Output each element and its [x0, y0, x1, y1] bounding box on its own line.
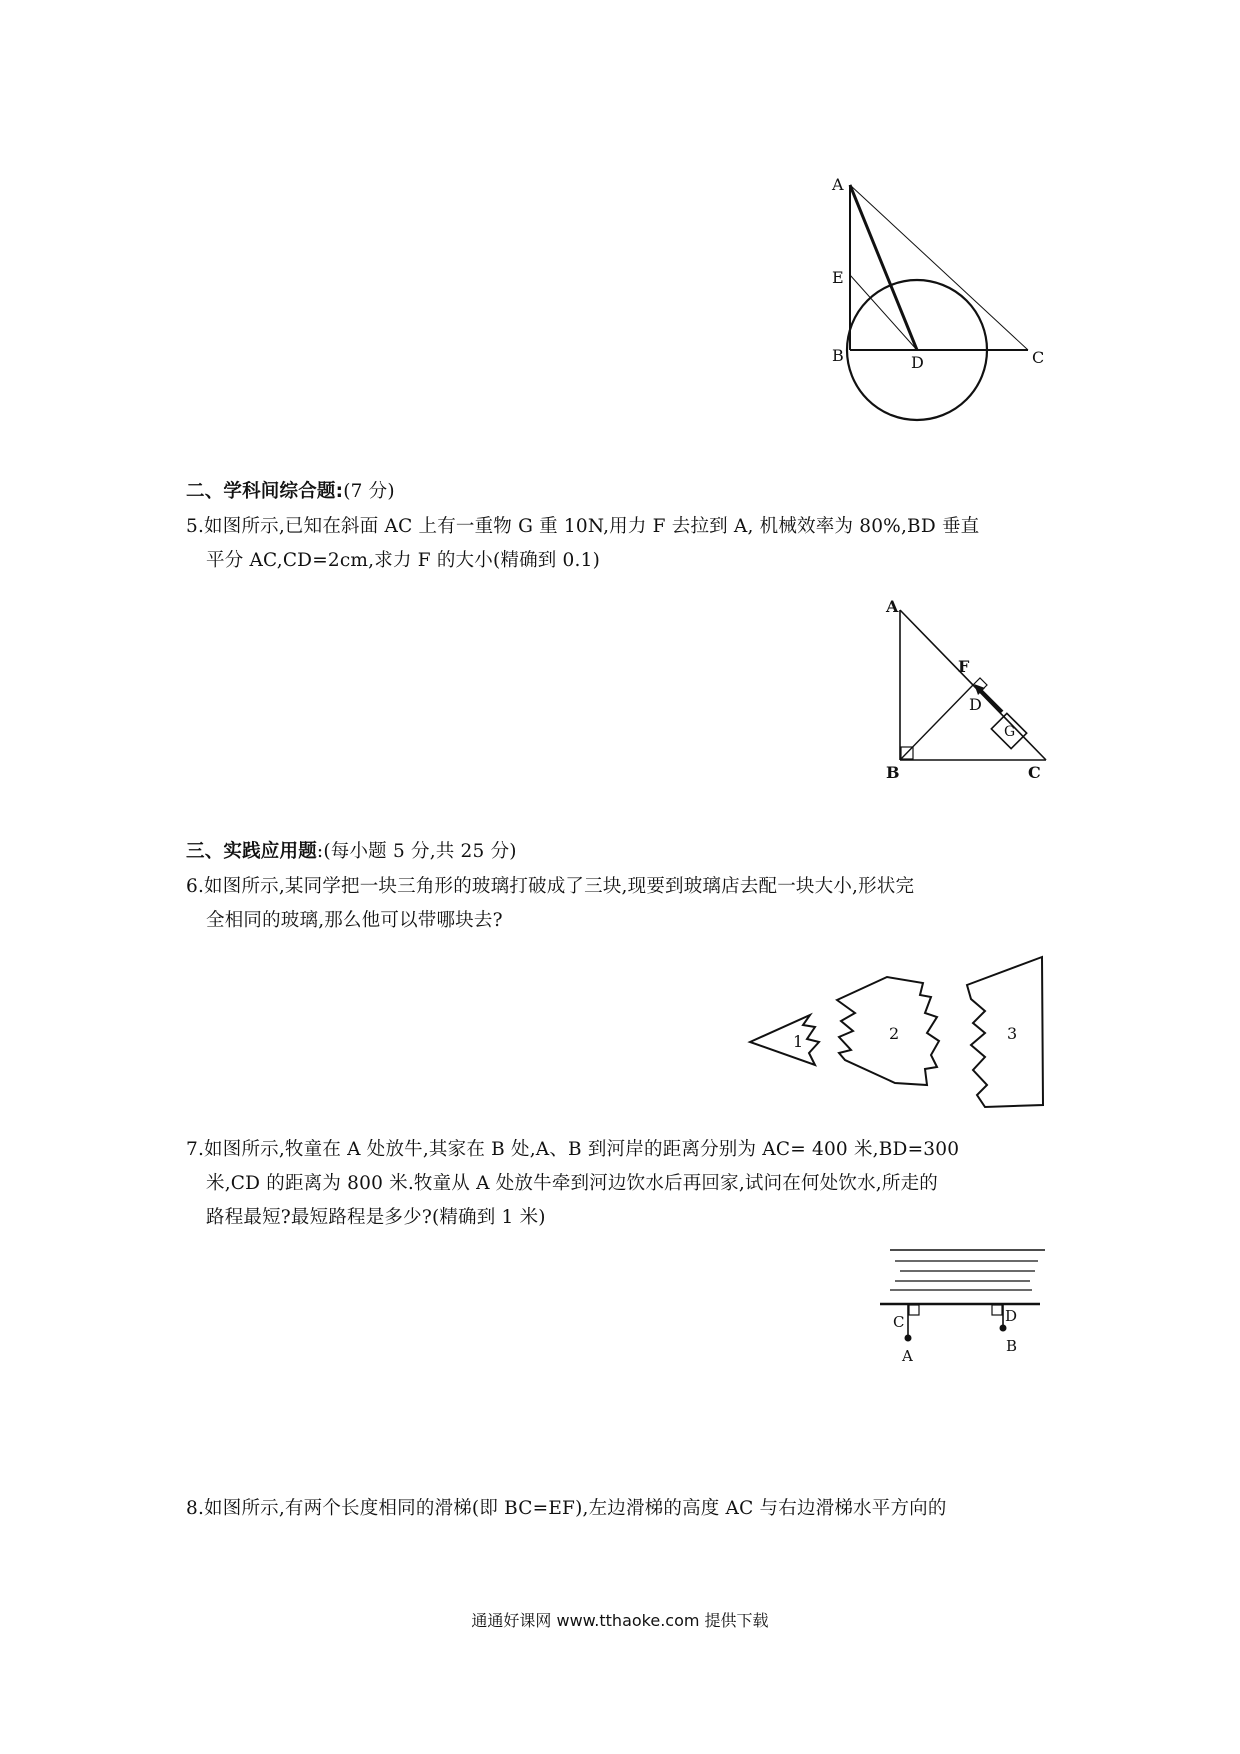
question-7-line-2: 米,CD 的距离为 800 米.牧童从 A 处放牛牵到河边饮水后再回家,试问在何处饮水,所走的	[206, 1173, 938, 1194]
label-g: G	[1004, 724, 1016, 740]
label-a: A	[902, 1347, 913, 1365]
question-5-line-1: 5.如图所示,已知在斜面 AC 上有一重物 G 重 10N,用力 F 去拉到 A, 机械效率为 80%,BD 垂直	[186, 516, 980, 537]
label-b: B	[886, 763, 900, 782]
glass-piece-2	[837, 977, 939, 1085]
label-a: A	[886, 597, 899, 616]
broken-glass-figure	[745, 955, 1055, 1115]
circle-tangent-figure	[820, 165, 1060, 430]
question-6-line-2: 全相同的玻璃,那么他可以带哪块去?	[206, 910, 503, 931]
piece-2-label: 2	[889, 1024, 900, 1043]
label-c: C	[1032, 348, 1045, 367]
label-a: A	[832, 175, 844, 194]
section-3-heading	[186, 837, 517, 867]
piece-3-label: 3	[1007, 1024, 1018, 1043]
glass-piece-3	[967, 957, 1043, 1107]
question-8-line-1: 8.如图所示,有两个长度相同的滑梯(即 BC=EF),左边滑梯的高度 AC 与右边滑梯水平方向的	[186, 1498, 947, 1519]
label-c: C	[893, 1313, 905, 1331]
label-d: D	[1005, 1307, 1018, 1325]
river-figure	[870, 1245, 1050, 1375]
label-d: D	[969, 695, 982, 714]
section-2-score: (7 分)	[343, 481, 395, 502]
question-7-line-1: 7.如图所示,牧童在 A 处放牛,其家在 B 处,A、B 到河岸的距离分别为 AC= 400 米,BD=300	[186, 1139, 960, 1160]
section-3-score: :(每小题 5 分,共 25 分)	[316, 841, 517, 862]
label-b: B	[1006, 1337, 1018, 1355]
label-e: E	[832, 268, 844, 287]
label-b: B	[832, 346, 844, 365]
page-footer: 通通好课网 www.tthaoke.com 提供下载	[471, 1611, 769, 1630]
label-f: F	[958, 657, 970, 676]
label-c: C	[1028, 763, 1041, 782]
incline-figure	[878, 592, 1058, 787]
piece-1-label: 1	[793, 1032, 804, 1051]
section-3-title: 三、实践应用题	[186, 841, 317, 862]
question-5-line-2: 平分 AC,CD=2cm,求力 F 的大小(精确到 0.1)	[206, 550, 600, 571]
label-d: D	[911, 353, 924, 372]
section-2-title: 二、学科间综合题:	[186, 481, 344, 502]
glass-piece-1	[750, 1015, 819, 1065]
question-6-line-1: 6.如图所示,某同学把一块三角形的玻璃打破成了三块,现要到玻璃店去配一块大小,形状完	[186, 876, 915, 897]
question-7-line-3: 路程最短?最短路程是多少?(精确到 1 米)	[206, 1207, 546, 1228]
section-2-heading	[186, 477, 395, 507]
